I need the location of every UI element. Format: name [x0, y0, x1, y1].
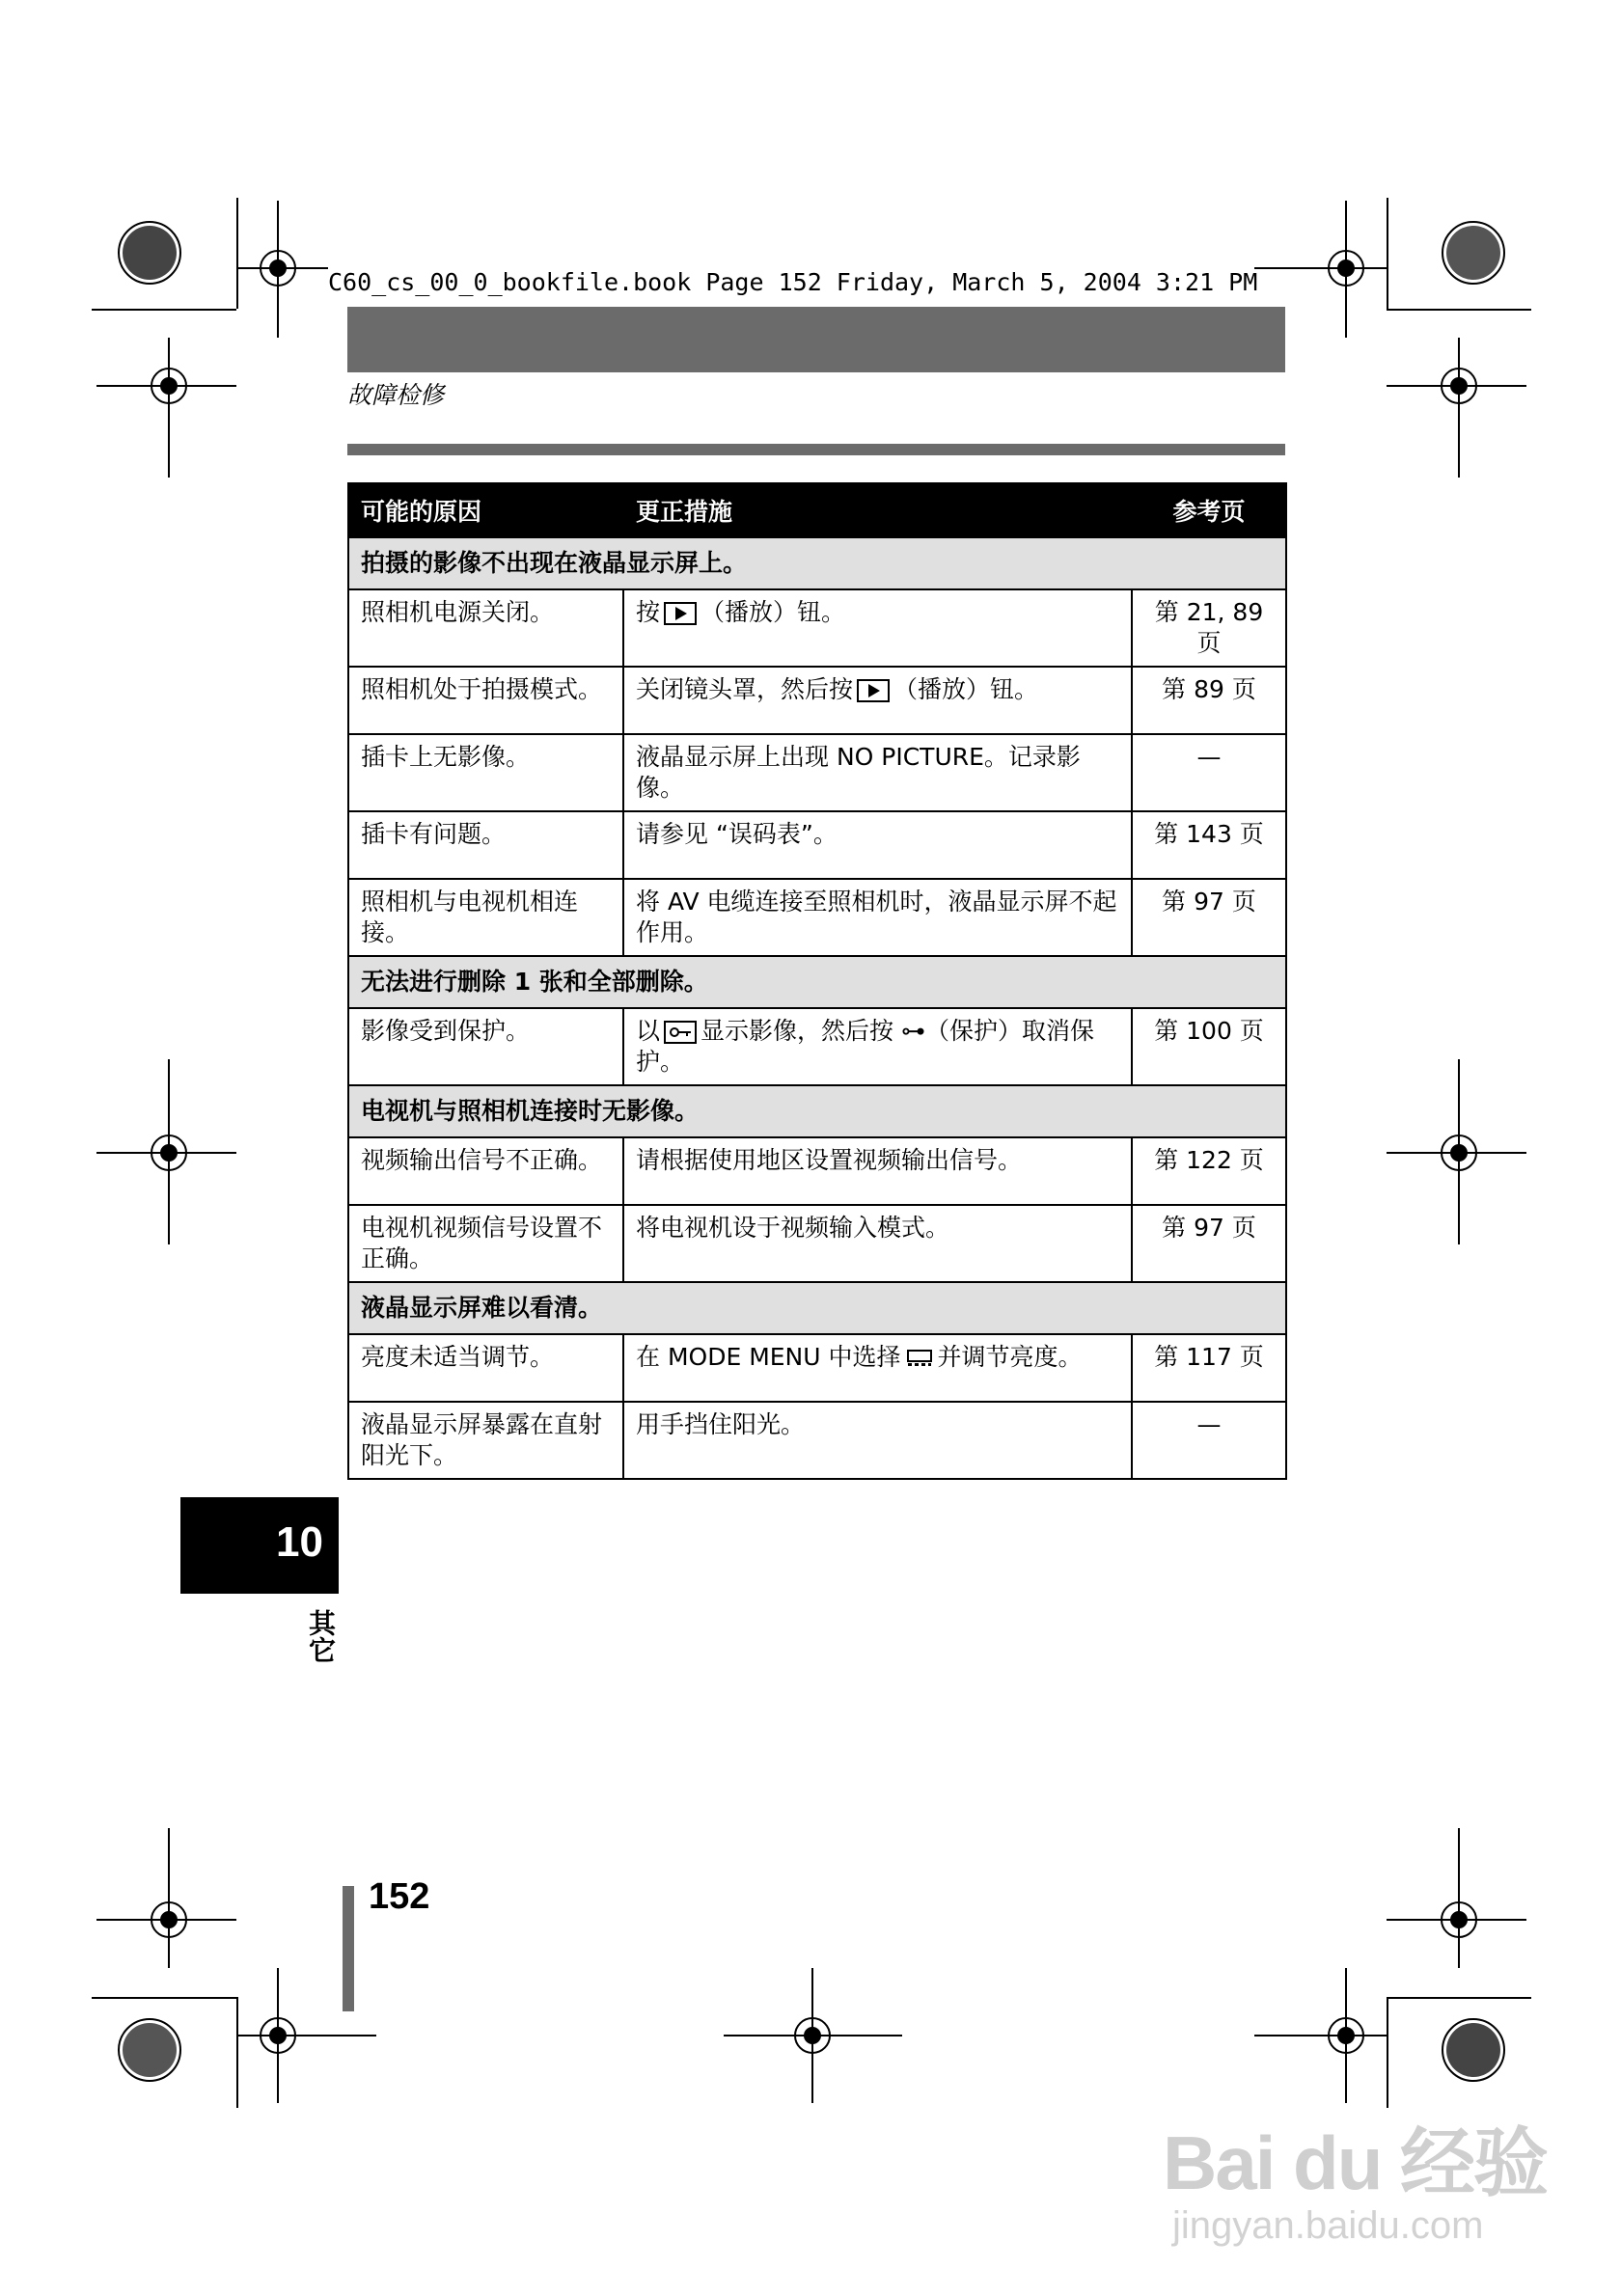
remedy-cell [623, 667, 1132, 734]
watermark-logo: Bai du 经验 [1163, 2120, 1548, 2205]
remedy-text: 请根据使用地区设置视频输出信号。 [636, 1146, 1023, 1174]
ref-cell: 第 97 页 [1132, 1205, 1286, 1282]
remedy-text-after: 并调节亮度。 [937, 1343, 1083, 1371]
remedy-cell [623, 734, 1132, 811]
section-rule [347, 444, 1285, 455]
remedy-cell [623, 879, 1132, 956]
group-title: 无法进行删除 1 张和全部删除。 [348, 956, 1286, 1008]
remedy-cell [623, 811, 1132, 879]
ref-cell: 第 97 页 [1132, 879, 1286, 956]
chapter-tab [180, 1497, 339, 1594]
page-number: 152 [369, 1876, 430, 1917]
remedy-text-after: （播放）钮。 [893, 675, 1039, 703]
group-row [348, 537, 1286, 589]
cause-cell: 亮度未适当调节。 [348, 1334, 623, 1402]
remedy-text: 用手挡住阳光。 [636, 1410, 806, 1438]
remedy-text-after: （播放）钮。 [701, 598, 846, 626]
remedy-cell [623, 1137, 1132, 1205]
table-row [348, 1008, 1286, 1085]
table-row [348, 1402, 1286, 1479]
ref-cell: 第 100 页 [1132, 1008, 1286, 1085]
cause-cell: 插卡上无影像。 [348, 734, 623, 811]
ref-cell: — [1132, 734, 1286, 811]
remedy-text: 关闭镜头罩，然后按 [636, 675, 854, 703]
troubleshooting-table [347, 482, 1287, 1480]
remedy-cell [623, 1205, 1132, 1282]
group-row [348, 956, 1286, 1008]
group-row [348, 1282, 1286, 1334]
table-row [348, 734, 1286, 811]
remedy-text-after: 显示影像，然后按 ⊶（保护）取消保护。 [636, 1017, 1094, 1076]
header-cause: 可能的原因 [348, 483, 623, 537]
table-row [348, 1205, 1286, 1282]
group-row [348, 1085, 1286, 1137]
file-info-line: C60_cs_00_0_bookfile.book Page 152 Friday, March 5, 2004 3:21 PM [328, 268, 1258, 296]
ref-cell: — [1132, 1402, 1286, 1479]
table-row [348, 1334, 1286, 1402]
cause-cell: 插卡有问题。 [348, 811, 623, 879]
cause-cell: 照相机与电视机相连接。 [348, 879, 623, 956]
cause-cell: 液晶显示屏暴露在直射阳光下。 [348, 1402, 623, 1479]
group-title: 电视机与照相机连接时无影像。 [348, 1085, 1286, 1137]
table-row [348, 811, 1286, 879]
section-label: 故障检修 [347, 381, 445, 409]
group-title: 液晶显示屏难以看清。 [348, 1282, 1286, 1334]
table-row [348, 667, 1286, 734]
table-row [348, 879, 1286, 956]
remedy-text: 将 AV 电缆连接至照相机时，液晶显示屏不起作用。 [636, 888, 1117, 946]
remedy-text: 将电视机设于视频输入模式。 [636, 1214, 950, 1242]
cause-cell: 视频输出信号不正确。 [348, 1137, 623, 1205]
header-ref: 参考页 [1132, 483, 1286, 537]
page-bar [343, 1886, 354, 2011]
cause-cell: 照相机处于拍摄模式。 [348, 667, 623, 734]
group-title: 拍摄的影像不出现在液晶显示屏上。 [348, 537, 1286, 589]
remedy-cell [623, 1334, 1132, 1402]
remedy-text: 以 [636, 1017, 661, 1045]
ref-cell: 第 117 页 [1132, 1334, 1286, 1402]
play-icon [664, 602, 697, 625]
protect-box-icon [664, 1021, 697, 1044]
chapter-number: 10 [276, 1518, 323, 1566]
remedy-text: 在 MODE MENU 中选择 [636, 1343, 901, 1371]
table-row [348, 1137, 1286, 1205]
remedy-text: 按 [636, 598, 661, 626]
cause-cell: 影像受到保护。 [348, 1008, 623, 1085]
title-bar [347, 307, 1285, 372]
play-icon [857, 679, 890, 702]
table-header-row [348, 483, 1286, 537]
ref-cell: 第 89 页 [1132, 667, 1286, 734]
remedy-cell [623, 1402, 1132, 1479]
cause-cell: 照相机电源关闭。 [348, 589, 623, 667]
ref-cell: 第 122 页 [1132, 1137, 1286, 1205]
ref-cell: 第 143 页 [1132, 811, 1286, 879]
table-row [348, 589, 1286, 667]
remedy-cell [623, 1008, 1132, 1085]
cause-cell: 电视机视频信号设置不正确。 [348, 1205, 623, 1282]
chapter-label: 其它 [305, 1609, 337, 1663]
remedy-text: 请参见 “误码表”。 [636, 820, 838, 848]
remedy-text: 液晶显示屏上出现 NO PICTURE。记录影像。 [636, 743, 1081, 802]
brightness-icon [905, 1349, 934, 1368]
header-remedy: 更正措施 [623, 483, 1132, 537]
ref-cell: 第 21, 89 页 [1132, 589, 1286, 667]
watermark-url: jingyan.baidu.com [1172, 2204, 1484, 2247]
remedy-cell [623, 589, 1132, 667]
